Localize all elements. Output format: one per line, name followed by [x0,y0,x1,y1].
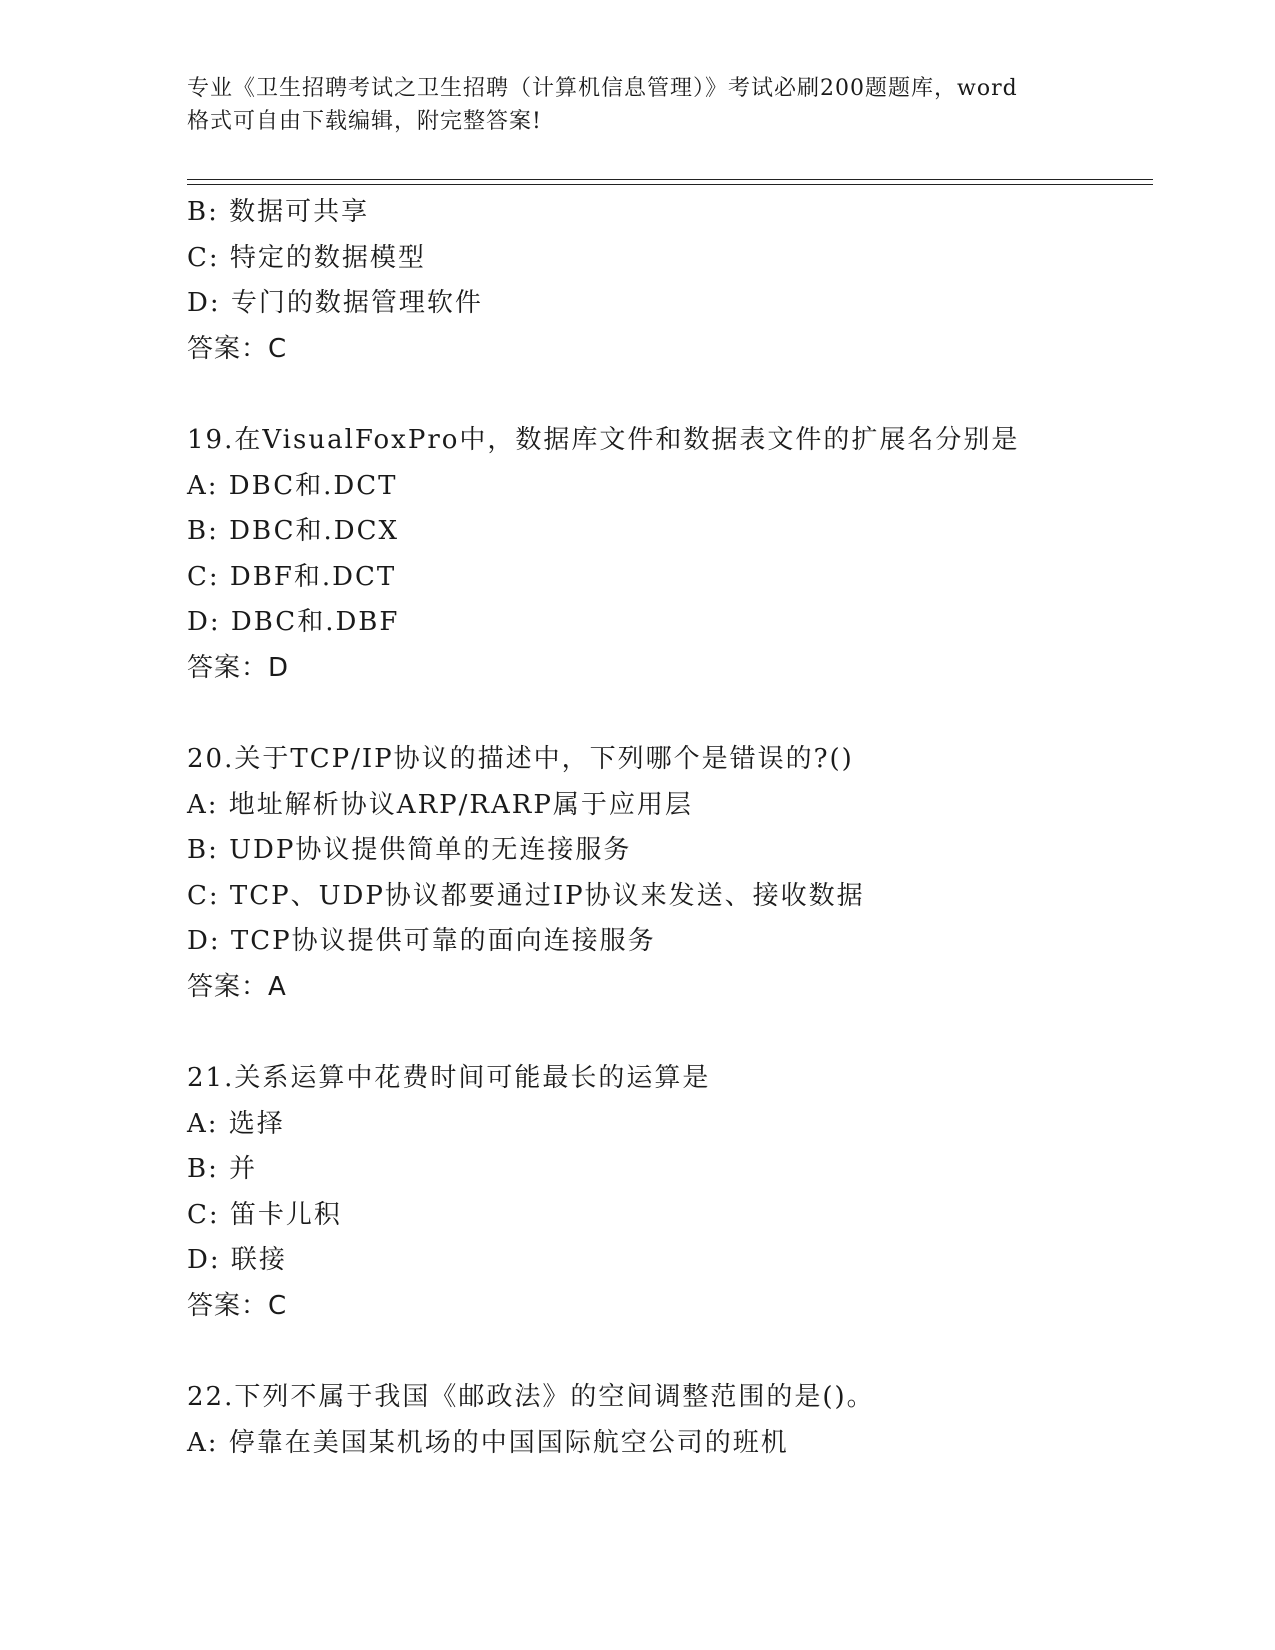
option-a: A: 选择 [187,1108,285,1139]
question-block-19 [187,418,1153,691]
answer-text: 答案：C [187,333,288,364]
option-b: B: 并 [187,1154,258,1184]
option-c: C: 笛卡儿积 [187,1199,342,1230]
question-text: 22.下列不属于我国《邮政法》的空间调整范围的是()。 [187,1382,875,1412]
header-divider-top [187,179,1153,180]
question-text: 19.在VisualFoxPro中，数据库文件和数据表文件的扩展名分别是 [187,425,1020,455]
option-a: A: DBC和.DCT [187,470,398,501]
option-d: D: DBC和.DBF [187,607,400,637]
question-text: 21.关系运算中花费时间可能最长的运算是 [187,1063,711,1093]
header-line-2: 格式可自由下载编辑，附完整答案! [187,109,542,134]
header-divider-bottom [187,184,1153,185]
option-d: D: 联接 [187,1245,287,1275]
question-block-18 [187,190,1153,372]
option-c: C: 特定的数据模型 [187,242,426,273]
question-block-21 [187,1056,1153,1329]
option-a: A: 地址解析协议ARP/RARP属于应用层 [187,789,693,820]
question-block-20 [187,737,1153,1010]
option-b: B: 数据可共享 [187,197,370,227]
header-line-1: 专业《卫生招聘考试之卫生招聘（计算机信息管理）》考试必刷200题题库，word [187,76,1018,101]
option-b: B: DBC和.DCX [187,516,399,546]
question-list [187,190,1153,1466]
document-header [187,72,1087,138]
option-d: D: 专门的数据管理软件 [187,288,483,318]
answer-text: 答案：C [187,1290,288,1321]
answer-text: 答案：D [187,652,290,683]
option-d: D: TCP协议提供可靠的面向连接服务 [187,926,656,956]
question-block-22 [187,1375,1153,1466]
answer-text: 答案：A [187,971,287,1002]
option-c: C: TCP、UDP协议都要通过IP协议来发送、接收数据 [187,880,865,911]
option-a: A: 停靠在美国某机场的中国国际航空公司的班机 [187,1427,789,1458]
question-text: 20.关于TCP/IP协议的描述中，下列哪个是错误的?() [187,744,854,774]
option-b: B: UDP协议提供简单的无连接服务 [187,835,632,865]
option-c: C: DBF和.DCT [187,561,397,592]
